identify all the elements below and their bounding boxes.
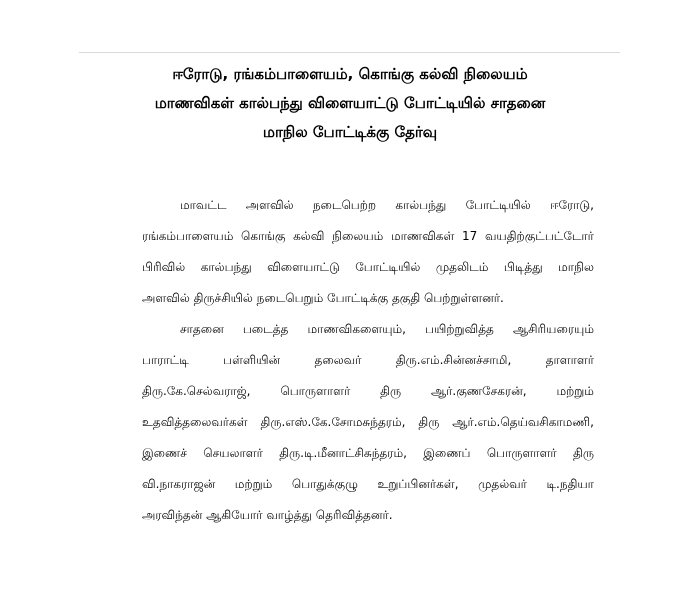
word: பிடித்து bbox=[503, 260, 543, 274]
paragraph-2-line-6 bbox=[142, 469, 594, 500]
paragraph-1-line-1 bbox=[142, 190, 594, 221]
word: கால்பந்து bbox=[200, 260, 252, 274]
word: கால்பந்து bbox=[395, 198, 447, 212]
word: வயதிற்குட்பட்டோர் bbox=[484, 229, 594, 243]
title-line-1: ஈரோடு, ரங்கம்பாளையம், கொங்கு கல்வி நிலையம் bbox=[172, 65, 528, 83]
paragraph-2-line-5 bbox=[142, 438, 594, 469]
top-divider bbox=[79, 52, 620, 53]
word: திரு.டி.மீனாட்சிசுந்தரம், bbox=[279, 446, 407, 460]
word: போட்டியில் bbox=[355, 260, 421, 274]
word: தலைவர் bbox=[314, 353, 362, 367]
word: இணைப் bbox=[423, 446, 471, 460]
paragraph-1-line-3 bbox=[142, 252, 594, 283]
word: பொருளாளர் bbox=[280, 384, 351, 398]
word: கொங்கு bbox=[241, 229, 286, 243]
word: மாவட்ட bbox=[180, 198, 227, 212]
paragraph-1-line-2 bbox=[142, 221, 594, 252]
word: உறுப்பினர்கள், bbox=[377, 477, 459, 491]
paragraph-2-line-2 bbox=[142, 345, 594, 376]
paragraph-2-line-7: அரவிந்தன் ஆகியோர் வாழ்த்து தெரிவித்தனர். bbox=[142, 508, 393, 522]
word: இணைச் bbox=[142, 446, 187, 460]
word: ஆர்.குணசேகரன், bbox=[430, 384, 527, 398]
word: ஆர்.எம்.தெய்வசிகாமணி, bbox=[452, 415, 594, 429]
word: ஈரோடு, bbox=[549, 198, 594, 212]
word: முதலிடம் bbox=[435, 260, 489, 274]
word: திரு bbox=[573, 446, 594, 460]
word: பிரிவில் bbox=[142, 260, 186, 274]
word: ஆசிரியரையும் bbox=[512, 322, 594, 336]
word: திரு.எஸ்.கே.சோமசுந்தரம், bbox=[260, 415, 406, 429]
word: கல்வி bbox=[293, 229, 325, 243]
word: போட்டியில் bbox=[465, 198, 531, 212]
word: முதல்வர் bbox=[478, 477, 527, 491]
word: பாராட்டி bbox=[142, 353, 189, 367]
word: பள்ளியின் bbox=[223, 353, 281, 367]
word: டி.நதியா bbox=[546, 477, 594, 491]
word: மாணவிகள் bbox=[390, 229, 455, 243]
word: திரு bbox=[380, 384, 402, 398]
document-body bbox=[142, 190, 594, 531]
word: உதவித்தலைவர்கள் bbox=[142, 415, 248, 429]
paragraph-2-line-1 bbox=[142, 314, 594, 345]
word: மற்றும் bbox=[234, 477, 273, 491]
word: நிலையம் bbox=[332, 229, 384, 243]
word: நடைபெற்ற bbox=[312, 198, 377, 212]
word: மற்றும் bbox=[556, 384, 594, 398]
paragraph-2-line-3 bbox=[142, 376, 594, 407]
word: விளையாட்டு bbox=[267, 260, 340, 274]
word: சாதனை bbox=[180, 322, 224, 336]
word: தாளாளர் bbox=[545, 353, 594, 367]
word: பொருளாளர் bbox=[486, 446, 557, 460]
word: அளவில் bbox=[245, 198, 294, 212]
word: செயலாளர் bbox=[203, 446, 263, 460]
word: பயிற்றுவித்த bbox=[425, 322, 494, 336]
paragraph-2-line-4 bbox=[142, 407, 594, 438]
word: திரு.எம்.சின்னச்சாமி, bbox=[395, 353, 512, 367]
title-line-3: மாநில போட்டிக்கு தேர்வு bbox=[262, 123, 438, 141]
document-title bbox=[0, 60, 700, 147]
word: மாணவிகளையும், bbox=[307, 322, 406, 336]
word: பொதுக்குழு bbox=[291, 477, 358, 491]
title-line-2: மாணவிகள் கால்பந்து விளையாட்டு போட்டியில் சாதனை bbox=[154, 94, 546, 112]
word: வி.நாகராஜன் bbox=[142, 477, 216, 491]
word: மாநில bbox=[558, 260, 594, 274]
word: 17 bbox=[461, 229, 478, 243]
word: திரு.கே.செல்வராஜ், bbox=[142, 384, 251, 398]
word: திரு bbox=[418, 415, 440, 429]
paragraph-1-line-4: அளவில் திருச்சியில் நடைபெறும் போட்டிக்கு தகுதி பெற்றுள்ளனர். bbox=[142, 291, 504, 305]
word: ரங்கம்பாளையம் bbox=[142, 229, 234, 243]
word: படைத்த bbox=[242, 322, 289, 336]
